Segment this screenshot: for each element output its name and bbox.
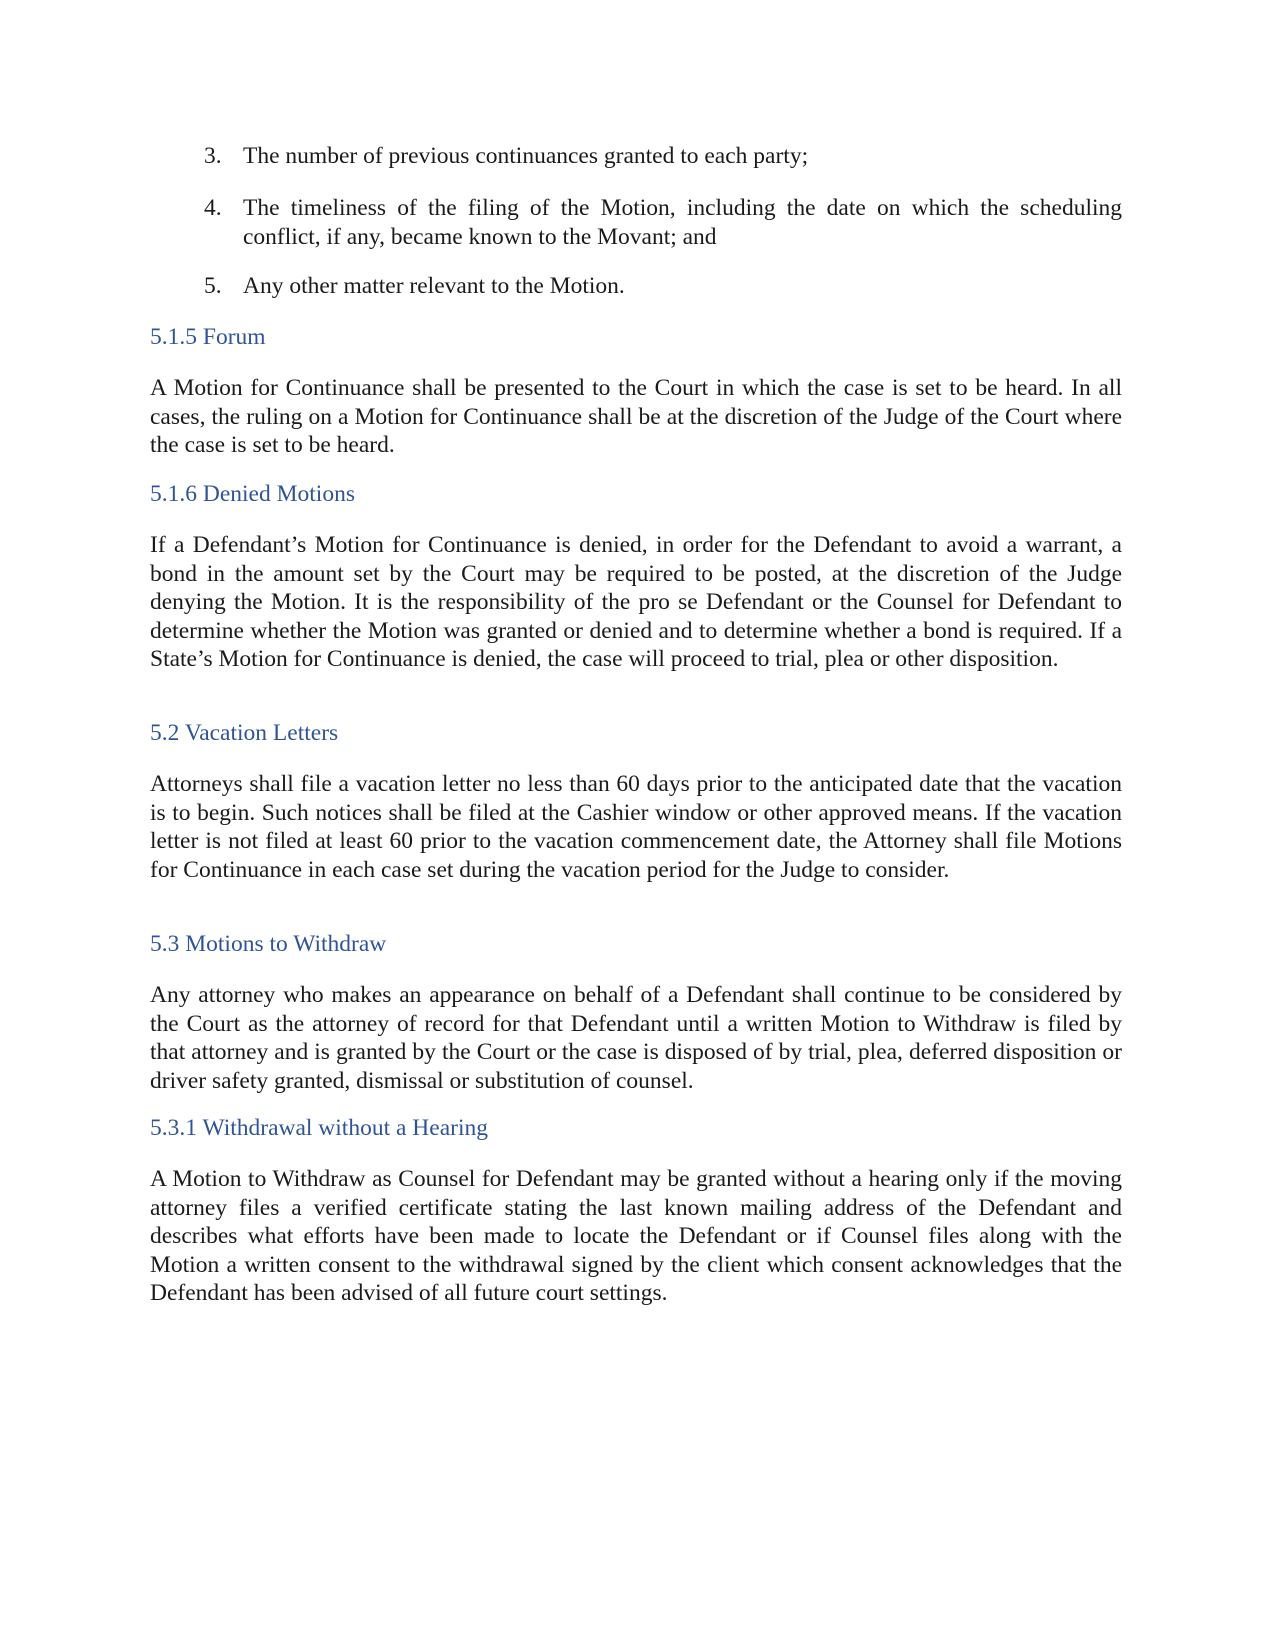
- section-paragraph: A Motion to Withdraw as Counsel for Defendant may be granted without a hearing only if the moving attorney files a verified certificate stating the last known mailing address of the Defendant and describes what efforts have been made to locate the Defendant or if Counsel files along with the Motion a written consent to the withdrawal signed by the client which consent acknowledges that the Defendant has been advised of all future court settings.: [150, 1166, 1122, 1307]
- list-number: 4.: [204, 195, 222, 221]
- section-paragraph: If a Defendant’s Motion for Continuance is denied, in order for the Defendant to avoid a warrant, a bond in the amount set by the Court may be required to be posted, at the discretion of the Judge denying the Motion. It is the responsibility of the pro se Defendant or the Counsel for Defendant to determine whether the Motion was granted or denied and to determine whether a bond is required. If a State’s Motion for Continuance is denied, the case will proceed to trial, plea or other disposition.: [150, 532, 1122, 673]
- section-paragraph: Attorneys shall file a vacation letter no less than 60 days prior to the anticipated date that the vacation is to begin. Such notices shall be filed at the Cashier window or other approved means. If the vacation letter is not filed at least 60 prior to the vacation commencement date, the Attorney shall file Motions for Continuance in each case set during the vacation period for the Judge to consider.: [150, 771, 1122, 883]
- section-paragraph: A Motion for Continuance shall be presented to the Court in which the case is set to be heard. In all cases, the ruling on a Motion for Continuance shall be at the discretion of the Judge of the Court where the case is set to be heard.: [150, 375, 1122, 459]
- list-number: 3.: [204, 143, 222, 169]
- list-number: 5.: [204, 273, 222, 299]
- section-heading: 5.3 Motions to Withdraw: [150, 931, 387, 957]
- section-heading: 5.2 Vacation Letters: [150, 720, 339, 746]
- list-text: The timeliness of the filing of the Motion, including the date on which the scheduling conflict, if any, became known to the Movant; and: [243, 195, 1122, 250]
- section-heading: 5.1.6 Denied Motions: [150, 481, 355, 507]
- section-heading: 5.1.5 Forum: [150, 324, 266, 350]
- list-text: The number of previous continuances granted to each party;: [243, 143, 809, 169]
- section-paragraph: Any attorney who makes an appearance on behalf of a Defendant shall continue to be considered by the Court as the attorney of record for that Defendant until a written Motion to Withdraw is filed by that attorney and is granted by the Court or the case is disposed of by trial, plea, deferred disposition or driver safety granted, dismissal or substitution of counsel.: [150, 982, 1122, 1094]
- list-text: Any other matter relevant to the Motion.: [243, 273, 625, 299]
- section-heading: 5.3.1 Withdrawal without a Hearing: [150, 1115, 488, 1141]
